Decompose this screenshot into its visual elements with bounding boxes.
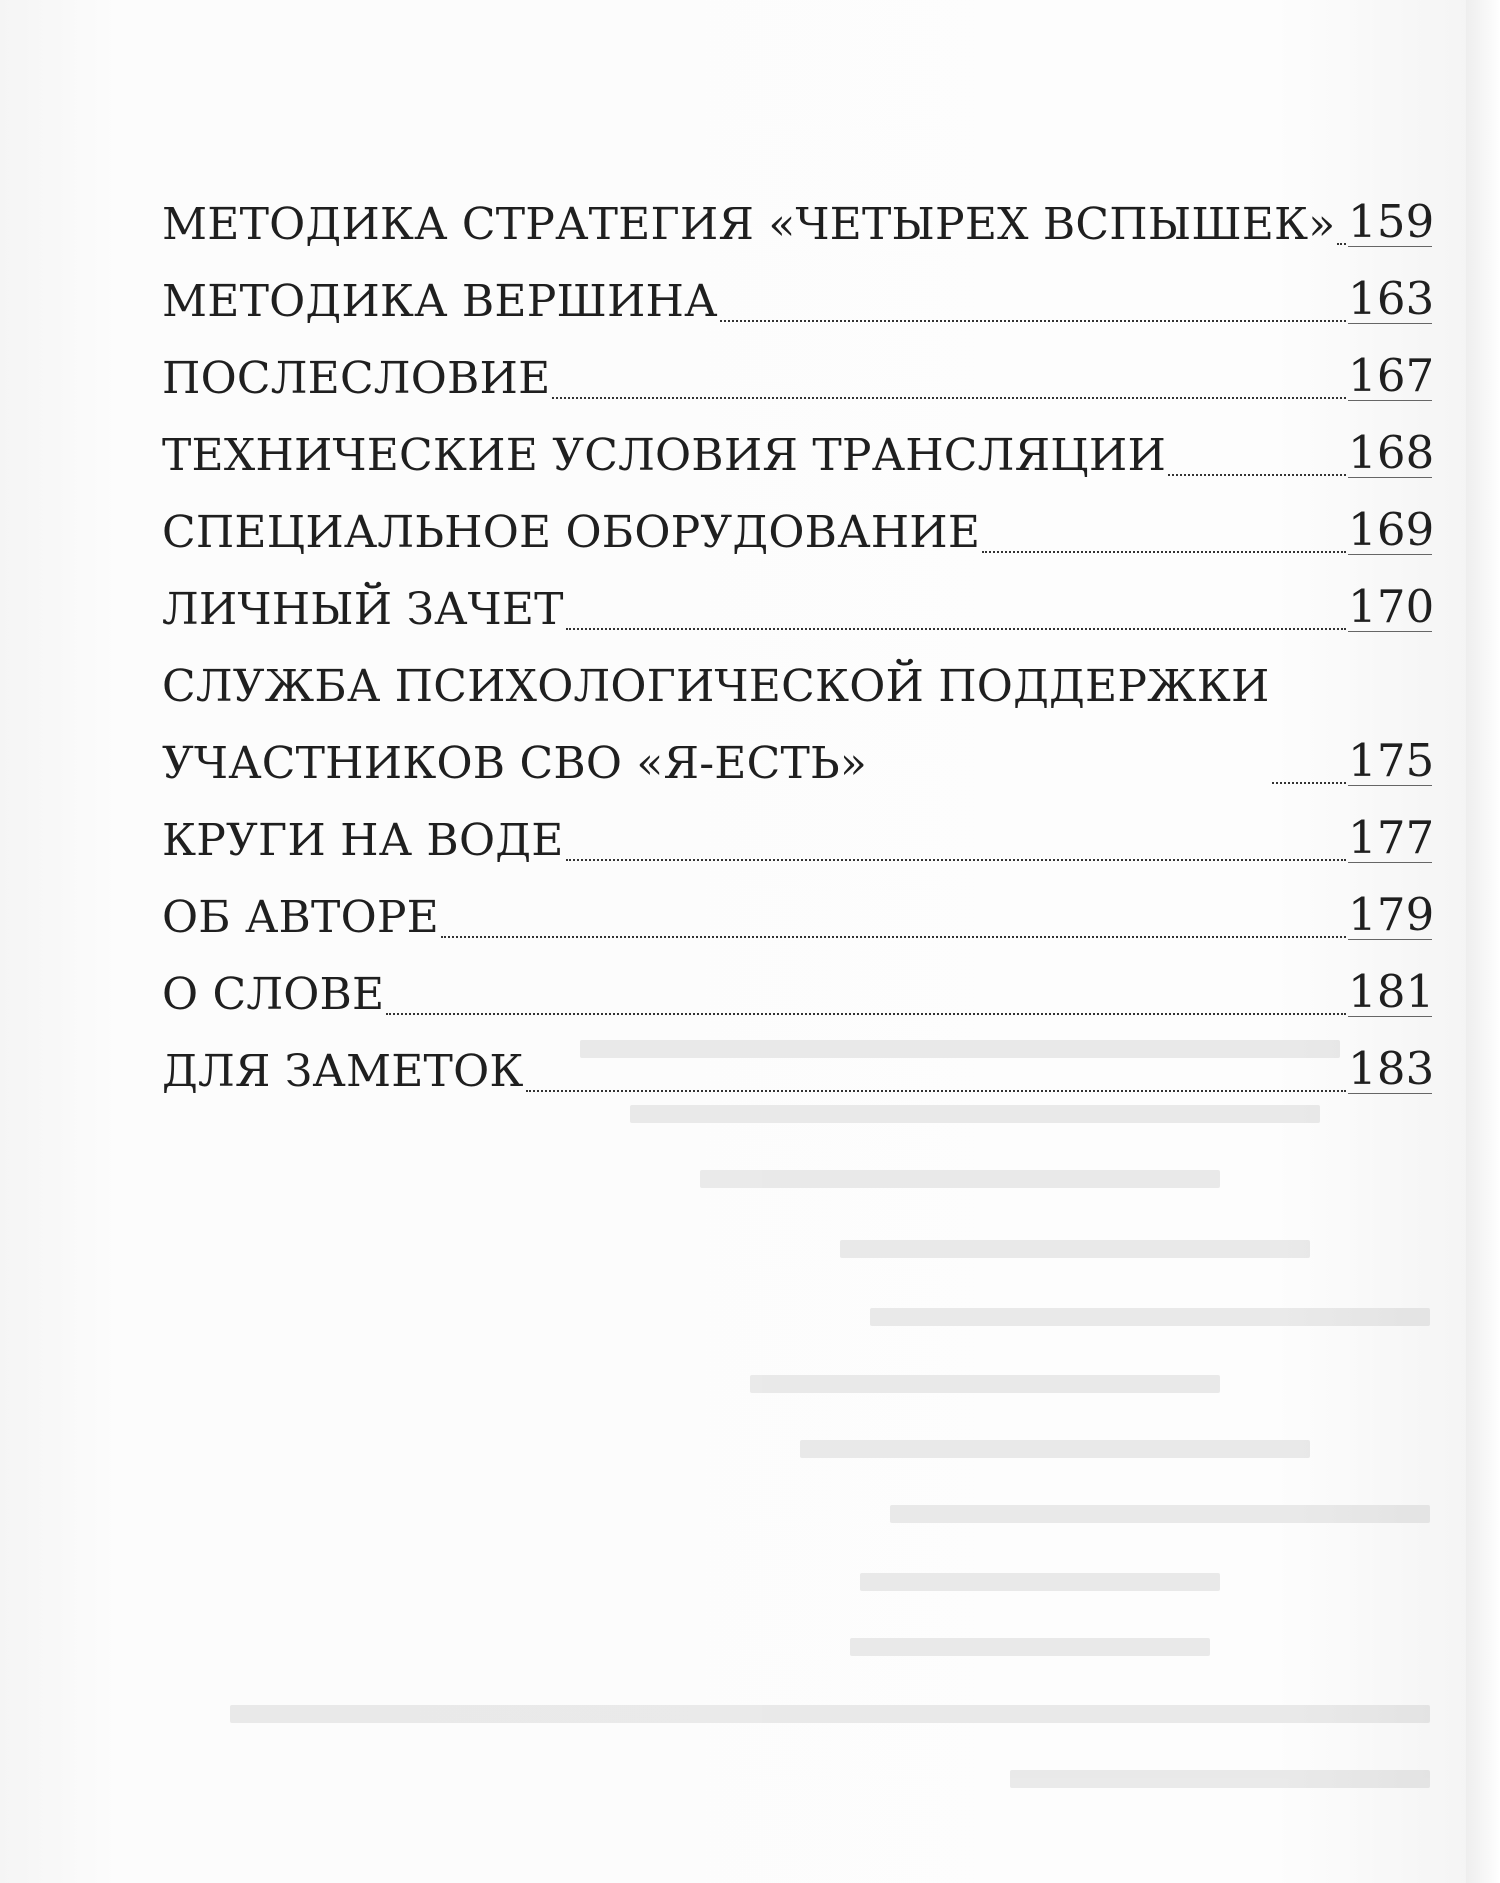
- page-number: 179: [1348, 888, 1435, 941]
- toc-entry-title: ТЕХНИЧЕСКИЕ УСЛОВИЯ ТРАНСЛЯЦИИ: [162, 430, 1167, 481]
- toc-entry-title-line: СЛУЖБА ПСИХОЛОГИЧЕСКОЙ ПОДДЕРЖКИ: [162, 661, 1270, 712]
- page-number: 177: [1348, 811, 1435, 864]
- toc-entry: [162, 1017, 1435, 1097]
- page-number: 170: [1348, 580, 1435, 633]
- toc-entry-title: О СЛОВЕ: [162, 969, 385, 1020]
- toc-entry-title: МЕТОДИКА ВЕРШИНА: [162, 276, 718, 327]
- toc-entry-page: [1348, 734, 1435, 787]
- dot-leader: [1337, 243, 1346, 245]
- page-number: 168: [1348, 426, 1435, 479]
- dot-leader: [552, 397, 1346, 399]
- toc-entry-page: [1348, 888, 1435, 941]
- toc-entry: [162, 247, 1435, 327]
- bleed-through-text: [150, 1040, 1430, 1870]
- toc-entry: [162, 170, 1435, 250]
- toc-entry-title: ЛИЧНЫЙ ЗАЧЕТ: [162, 584, 564, 635]
- dot-leader: [566, 859, 1346, 861]
- toc-entry-title: [162, 661, 1272, 789]
- dot-leader: [526, 1090, 1346, 1092]
- dot-leader: [386, 1013, 1346, 1015]
- dot-leader: [982, 551, 1346, 553]
- page-number: 183: [1348, 1042, 1435, 1095]
- toc-entry: [162, 555, 1435, 635]
- toc-entry-title-line: УЧАСТНИКОВ СВО «Я-ЕСТЬ»: [162, 738, 868, 789]
- toc-entry-title: МЕТОДИКА СТРАТЕГИЯ «ЧЕТЫРЕХ ВСПЫШЕК»: [162, 199, 1336, 250]
- page-number: 181: [1348, 965, 1435, 1018]
- toc-entry: [162, 401, 1435, 481]
- toc-entry: [162, 324, 1435, 404]
- dot-leader: [566, 628, 1346, 630]
- toc-entry-page: [1348, 195, 1435, 248]
- toc-entry-page: [1348, 349, 1435, 402]
- page-edge-shadow: [1466, 0, 1500, 1883]
- dot-leader: [441, 936, 1346, 938]
- toc-entry-page: [1348, 811, 1435, 864]
- toc-entry-title: ДЛЯ ЗАМЕТОК: [162, 1046, 524, 1097]
- toc-entry-title: ПОСЛЕСЛОВИЕ: [162, 353, 551, 404]
- toc-entry-page: [1348, 1042, 1435, 1095]
- toc-entry-title: СПЕЦИАЛЬНОЕ ОБОРУДОВАНИЕ: [162, 507, 981, 558]
- toc-entry: [162, 940, 1435, 1020]
- dot-leader: [1272, 782, 1346, 784]
- toc-entry: [162, 478, 1435, 558]
- toc-entry: [162, 863, 1435, 943]
- dot-leader: [720, 320, 1346, 322]
- toc-entry-title: КРУГИ НА ВОДЕ: [162, 815, 564, 866]
- toc-entry-title: ОБ АВТОРЕ: [162, 892, 439, 943]
- table-of-contents: [162, 170, 1435, 1097]
- page-number: 175: [1348, 734, 1435, 787]
- page-number: 159: [1348, 195, 1435, 248]
- toc-entry: [162, 632, 1435, 789]
- toc-entry-page: [1348, 426, 1435, 479]
- page-number: 167: [1348, 349, 1435, 402]
- dot-leader: [1168, 474, 1346, 476]
- page-number: 163: [1348, 272, 1435, 325]
- toc-entry-page: [1348, 965, 1435, 1018]
- toc-entry-page: [1348, 272, 1435, 325]
- page-number: 169: [1348, 503, 1435, 556]
- toc-entry-page: [1348, 503, 1435, 556]
- toc-entry-page: [1348, 580, 1435, 633]
- toc-entry: [162, 786, 1435, 866]
